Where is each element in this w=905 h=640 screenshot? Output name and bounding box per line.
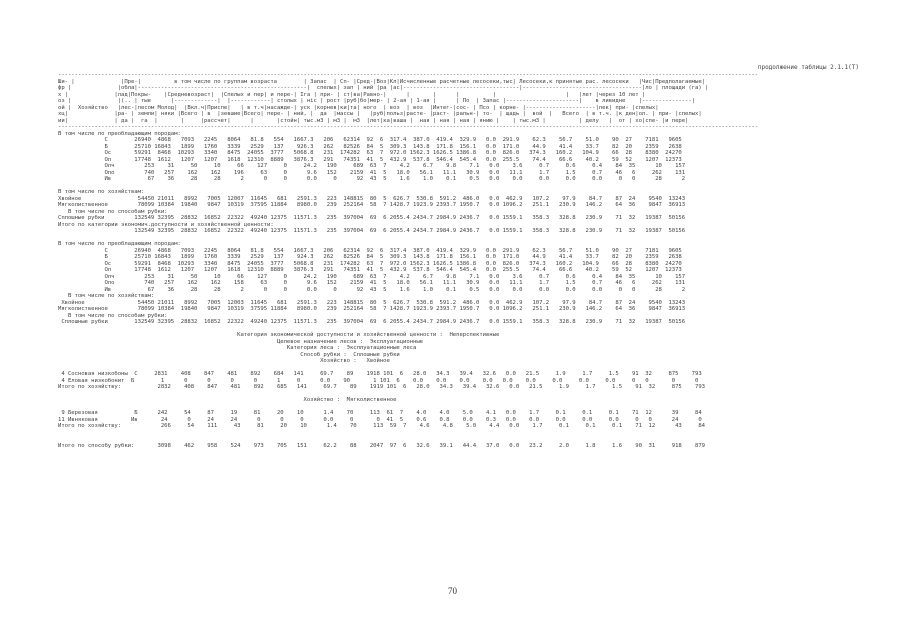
table-line: 9 Березовая Б 242 54 87 19 81 20 10 1.4 70 113 61 7 4.0 4.0 5.0 4.1 0.0 1.7 0.1 0.1 0.1 71 12 39 84 <box>58 410 702 416</box>
table-line: В том числе по преобладающим породам: <box>58 130 181 137</box>
table-line: Хвойное 54450 21011 8992 7005 12003 11645 681 2591.3 223 148815 80 5 626.7 530.8 591.2 486.0 0.0 462.9 107.2 97.9 84.7 87 24 9540 13243 <box>58 299 686 306</box>
table-line: Олч 253 31 50 10 66 127 0 24.2 190 689 63 7 4.2 6.7 9.8 7.1 0.0 3.6 0.7 0.6 0.4 84 35 10 157 <box>58 163 686 169</box>
table-line: Категория экономической доступности и хозяйственной ценности : Неперспективные <box>58 332 500 338</box>
table-line: Ши- | |Пре-| в том числе по группам возраста | Запас | Сп- |Сред-|Воз|Кл|Исчисленные расчетные лесосеки,тыс| Лесосеки,к принятые рас. лесосеки |Чис|Предполагаемые| <box>58 78 705 85</box>
table-line: Итого по хозяйству: 2832 408 847 481 892 685 141 69.7 89 1919 101 6 28.0 34.3 39.4 32.6 0.0 21.5 1.9 1.7 1.5 91 32 875 793 <box>58 384 705 390</box>
table-line: Ол 17748 1612 1207 1207 1618 12310 8889 3876.3 291 74351 41 5 432.9 537.8 546.4 545.4 0.0 255.5 74.4 66.6 40.2 59 52 1207 12373 <box>58 156 682 163</box>
table-line: Ос 59291 8468 10293 3340 8475 24055 3777 5068.8 231 174282 63 7 972.0 1562.3 1626.5 1386.8 0.0 826.0 374.3 160.2 104.9 66 28 8380 24270 <box>58 150 682 156</box>
table-line: Ол 17748 1612 1207 1207 1618 12310 8889 3876.3 291 74351 41 5 432.9 537.8 546.4 545.4 0.0 255.5 74.4 66.6 40.2 59 52 1207 12373 <box>58 267 682 273</box>
table-line: Сплошные рубки 132549 32395 28832 16852 22322 49240 12375 11571.3 235 397004 69 6 2055.4 2434.7 2984.9 2436.7 0.0 1559.1 358.3 328.8 230.9 71 32 19387 50156 <box>58 215 686 221</box>
table-line: С 26940 4868 7093 2245 8064 81.8 554 1667.3 206 62314 92 6 317.4 387.0 419.4 329.9 0.0 291.9 62.3 56.7 51.0 90 27 7181 9605 <box>58 247 682 254</box>
table-line: 132549 32395 28832 16852 22322 49240 12375 11571.3 235 397004 69 6 2055.4 2434.7 2984.9 2436.7 0.0 1559.1 358.3 328.8 230.9 71 32 19387 50156 <box>58 228 686 234</box>
table-line: Ив 67 36 28 28 2 0 0 0.0 0 92 43 5 1.6 1.0 0.1 0.5 0.0 0.0 0.0 0.0 0.0 0 0 28 2 <box>58 176 686 182</box>
table-line: 11 Ивняковая Ив 24 0 24 24 0 0 0 0.0 0 0 41 5 0.6 0.8 0.0 0.3 0.0 0.0 0.0 0.0 0.0 0 0 24 0 <box>58 416 702 423</box>
table-line: Итого по способу рубки: 3098 462 958 524 973 705 151 62.2 88 2047 97 6 32.6 39.1 44.4 37.0 0.0 23.2 2.0 1.8 1.6 90 31 918 879 <box>58 442 705 449</box>
table-line: Ос 59291 8468 10293 3340 8475 24055 3777 5068.8 231 174282 63 7 972.0 1562.3 1626.5 1386.8 0.0 826.0 374.3 160.2 104.9 66 28 8380 24270 <box>58 260 682 267</box>
table-line: 4 Сосновая низкобоны С 2831 408 847 481 892 684 141 69.7 89 1918 101 6 28.0 34.3 39.4 32.6 0.0 21.5 1.9 1.7 1.5 91 32 875 793 <box>58 371 702 377</box>
table-line: Хвойное 54450 21011 8992 7005 12007 11645 681 2591.3 223 148815 80 5 626.7 530.8 591.2 486.0 0.0 462.9 107.2 97.9 84.7 87 24 9540 13243 <box>58 195 686 202</box>
table-line: Итого по категории экономич.доступности и хозяйственной ценности: <box>58 221 274 228</box>
table-line: ------------------------------------------------------------------------------------------------------------------------------------------------------------------------------------------------------------------- <box>58 124 759 130</box>
table-line: ии| | да | га | | |рассчет| | |стойн| тыс.м3 | м3 | м3 |лет|ка|ваша | ная | ная | ная | янию | | тыс.м3 | | делу | от | хо|спе- |и пере| <box>58 117 689 124</box>
table-line: Олч 253 31 50 10 66 127 0 24.2 190 689 63 7 4.2 6.7 9.8 7.1 0.0 3.6 0.7 0.6 0.4 84 35 10 157 <box>58 273 686 280</box>
table-line: Категория леса : Эксплуатационные леса <box>58 345 417 351</box>
table-line: Хозяйство : Мягколиственное <box>58 397 397 403</box>
table-line: хц| |ра- | земли| няки |Всего | в |зевшие|Всего| пере- | ний, | да |массы | |руб|польз|расте- |раст- |ральн-| то- | щадь | вой | Всего | в т.ч. |к ден|ол. | при- |спелых| <box>58 111 702 117</box>
table-line: В том числе по хозяйствам: <box>58 189 145 195</box>
table-line: х | |лад|Покры- |Средневозраст| |Спелых и пер| и пере-| Іга | при- | ст|ва|Равно-| | | | | | |лет |через 10 лет | <box>58 91 646 98</box>
table-line: Б 25710 16843 1899 1760 3339 2529 137 924.3 262 82526 84 5 309.3 143.8 171.8 156.1 0.0 171.0 44.9 41.4 33.7 82 20 2359 2638 <box>58 254 682 260</box>
table-line: Б 25710 16843 1899 1760 3339 2529 137 926.3 262 82526 84 5 309.3 143.8 171.8 156.1 0.0 171.0 44.9 41.4 33.7 82 20 2359 2638 <box>58 143 682 150</box>
page-number: 70 <box>448 586 457 596</box>
table-line: Мягколиственное 78099 10384 19840 9847 10319 37595 11884 8980.0 239 252164 58 7 1428.7 1923.9 2393.7 1950.7 0.0 1096.2 251.1 230.9 146.2 64 36 9847 36913 <box>58 202 686 208</box>
table-line: В том числе по хозяйствам: <box>58 293 155 299</box>
table-line: фр | |обла|---------------------------------------------------| спелых| зап | ний |ра |ас|-----------------------------------|------------------------------------|ло | площади (га) | <box>58 85 709 91</box>
table-line: В том числе по способам рубки: <box>58 312 168 319</box>
table-line: ------------------------------------------------------------------------------------------------------------------------------------------------------------------------------------------------------------------- <box>58 72 759 78</box>
table-line: Мягколиственное 78099 10384 19840 9847 10319 37595 11884 8980.0 239 252164 58 7 1428.7 1923.9 2393.7 1950.7 0.0 1096.2 251.1 230.9 146.2 64 36 9847 36913 <box>58 306 686 312</box>
table-line: Ив 67 36 28 28 2 0 0 0.0 0 92 43 5 1.6 1.0 0.1 0.5 0.0 0.0 0.0 0.0 0.0 0 0 28 2 <box>58 286 686 293</box>
table-line: Оло 740 257 162 162 158 63 0 9.6 152 2159 41 5 18.0 56.1 11.1 30.9 0.0 11.1 1.7 1.5 0.7 46 6 262 131 <box>58 280 686 286</box>
table-line: Оло 740 257 162 162 196 63 0 9.6 152 2159 41 5 18.0 56.1 11.1 30.9 0.0 11.1 1.7 1.5 0.7 46 6 262 131 <box>58 169 686 176</box>
table-line: оз | |(.. | тые |-------------| |------------| столых | ніс | рост |руб|бо|мер- | 2-ая | 1-ая | | По | Запас |----------------------| в ливидне |---------------| <box>58 98 696 104</box>
table-line: ой | Хозяйство |лес-|лесом Молод| |Вкл.ч|Приспе| | в т.ч|насажде-| уск |корнев|ки|та| ного | воз | воз |Интег-|сос- | Псо | корне- |---------------------|лек| при- |спелых| <box>58 104 659 111</box>
table-line: Способ рубки : Сплошные рубки <box>58 351 400 358</box>
table-continuation-label: продолжение таблицы 2.1.1(Т) <box>757 64 859 71</box>
table-line: Хозяйство : Хвойное <box>58 358 390 364</box>
table-line: Итого по хозяйству: 266 54 111 43 81 20 10 1.4 70 113 59 7 4.6 4.8 5.0 4.4 0.0 1.7 0.1 0.1 0.1 71 12 43 84 <box>58 423 705 429</box>
table-line: С 26940 4868 7093 2245 8064 81.8 554 1667.3 206 62314 92 6 317.4 387.0 419.4 329.9 0.0 291.9 62.3 56.7 51.0 90 27 7181 9605 <box>58 137 682 143</box>
table-line: В том числе по способам рубки: <box>58 208 168 215</box>
table-line: 4 Еловая низкобонит Б 1 0 0 0 0 1 0 0.0 90 1 101 6 0.0 0.0 0.0 0.0 0.0 0.0 0.0 0.0 0.0 0 0 0 0 <box>58 377 699 384</box>
table-line: Целевое назначение лесов : Эксплуатационные <box>58 338 423 345</box>
table-line: В том числе по преобладающим породам: <box>58 241 181 247</box>
table-line: Сплошные рубки 132549 32395 28832 16852 22322 49240 12375 11571.3 235 397004 69 6 2055.4 2434.7 2984.9 2436.7 0.0 1559.1 358.3 328.8 230.9 71 32 19387 50156 <box>58 319 686 325</box>
